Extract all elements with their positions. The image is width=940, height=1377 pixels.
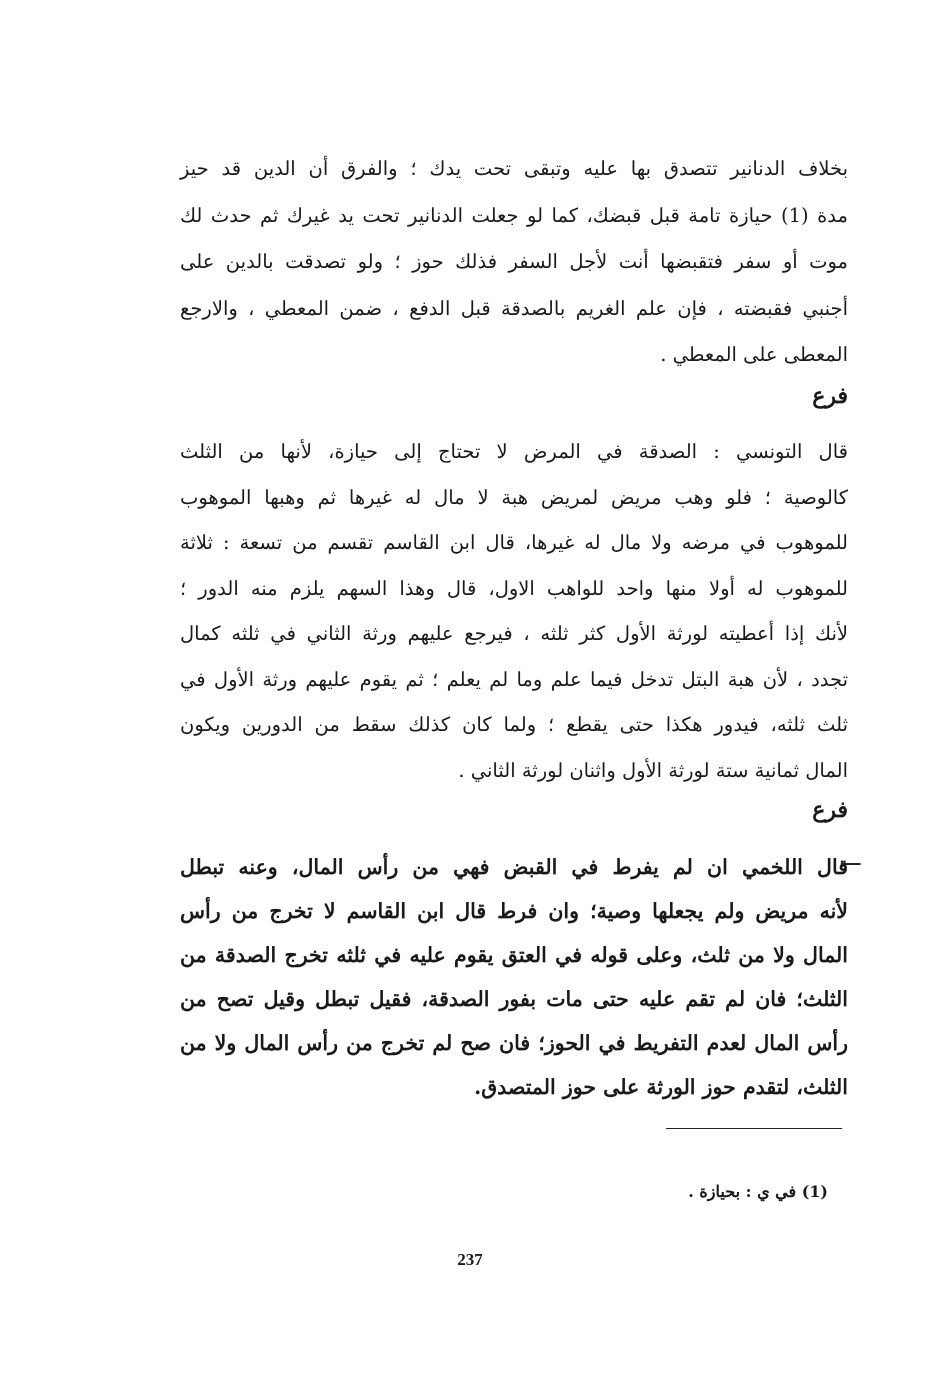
text-line: الثلث، لتقدم حوز الورثة على حوز المتصدق. <box>474 1075 848 1099</box>
text-line: مدة (1) حيازة تامة قبل قبضك، كما لو جعلت الدنانير تحت يد غيرك ثم حدث لك <box>180 203 848 227</box>
text-line: المال ولا من ثلث، وعلى قوله في العتق يقوم عليه في ثلثه تخرج الصدقة من <box>180 943 848 967</box>
text-line: تجدد ، لأن هبة البتل تدخل فيما علم وما لم يعلم ؛ ثم يقوم عليهم ورثة الأول في <box>180 667 849 691</box>
text-line: للموهوب في مرضه ولا مال له غيرها، قال ابن القاسم تقسم من تسعة : ثلاثة <box>180 531 848 554</box>
paragraph-3 <box>180 845 848 1109</box>
text-line: أجنبي فقبضته ، فإن علم الغريم بالصدقة قبل الدفع ، ضمن المعطي ، والارجع <box>180 296 848 320</box>
margin-mark: ـــ <box>841 846 861 871</box>
text-line: قال التونسي : الصدقة في المرض لا تحتاج إلى حيازة، لأنها من الثلث <box>180 440 848 463</box>
text-line: قال اللخمي ان لم يفرط في القبض فهي من رأس المال، وعنه تبطل <box>180 855 848 879</box>
text-line: رأس المال لعدم التفريط في الحوز؛ فان صح لم تخرج من رأس المال ولا من <box>180 1031 848 1055</box>
text-line: لأنه مريض ولم يجعلها وصية؛ وان فرط قال ابن القاسم لا تخرج من رأس <box>180 899 848 923</box>
text-line: موت أو سفر فتقبضها أنت لأجل السفر فذلك حوز ؛ ولو تصدقت بالدين على <box>180 250 848 273</box>
text-line: المال ثمانية ستة لورثة الأول واثنان لورثة الثاني . <box>458 758 848 782</box>
text-line: بخلاف الدنانير تتصدق بها عليه وتبقى تحت يدك ؛ والفرق أن الدين قد حيز <box>180 157 848 180</box>
text-line: للموهوب له أولا منها واحد للواهب الاول، قال وهذا السهم يلزم منه الدور ؛ <box>180 576 848 600</box>
section-heading: فرع <box>812 383 848 409</box>
text-line: لأنك إذا أعطيته لورثة الأول كثر ثلثه ، فيرجع عليهم ورثة الثاني في ثلثه كمال <box>180 622 848 645</box>
footnote: (1) في ي : بحيازة . <box>688 1182 828 1201</box>
text-line: الثلث؛ فان لم تقم عليه حتى مات بفور الصدقة، فقيل تبطل وقيل تصح من <box>180 987 848 1011</box>
paragraph-1 <box>180 146 848 379</box>
footnote-divider <box>666 1128 842 1129</box>
text-line: ثلث ثلثه، فيدور هكذا حتى يقطع ؛ ولما كان كذلك سقط من الدورين ويكون <box>180 713 848 736</box>
page-number: 237 <box>457 1250 483 1269</box>
text-line: المعطى على المعطي . <box>660 343 848 366</box>
paragraph-2 <box>180 429 848 793</box>
text-line: كالوصية ؛ فلو وهب مريض لمريض هبة لا مال له غيرها ثم وهبها الموهوب <box>180 485 848 509</box>
section-heading: فرع <box>812 797 848 823</box>
